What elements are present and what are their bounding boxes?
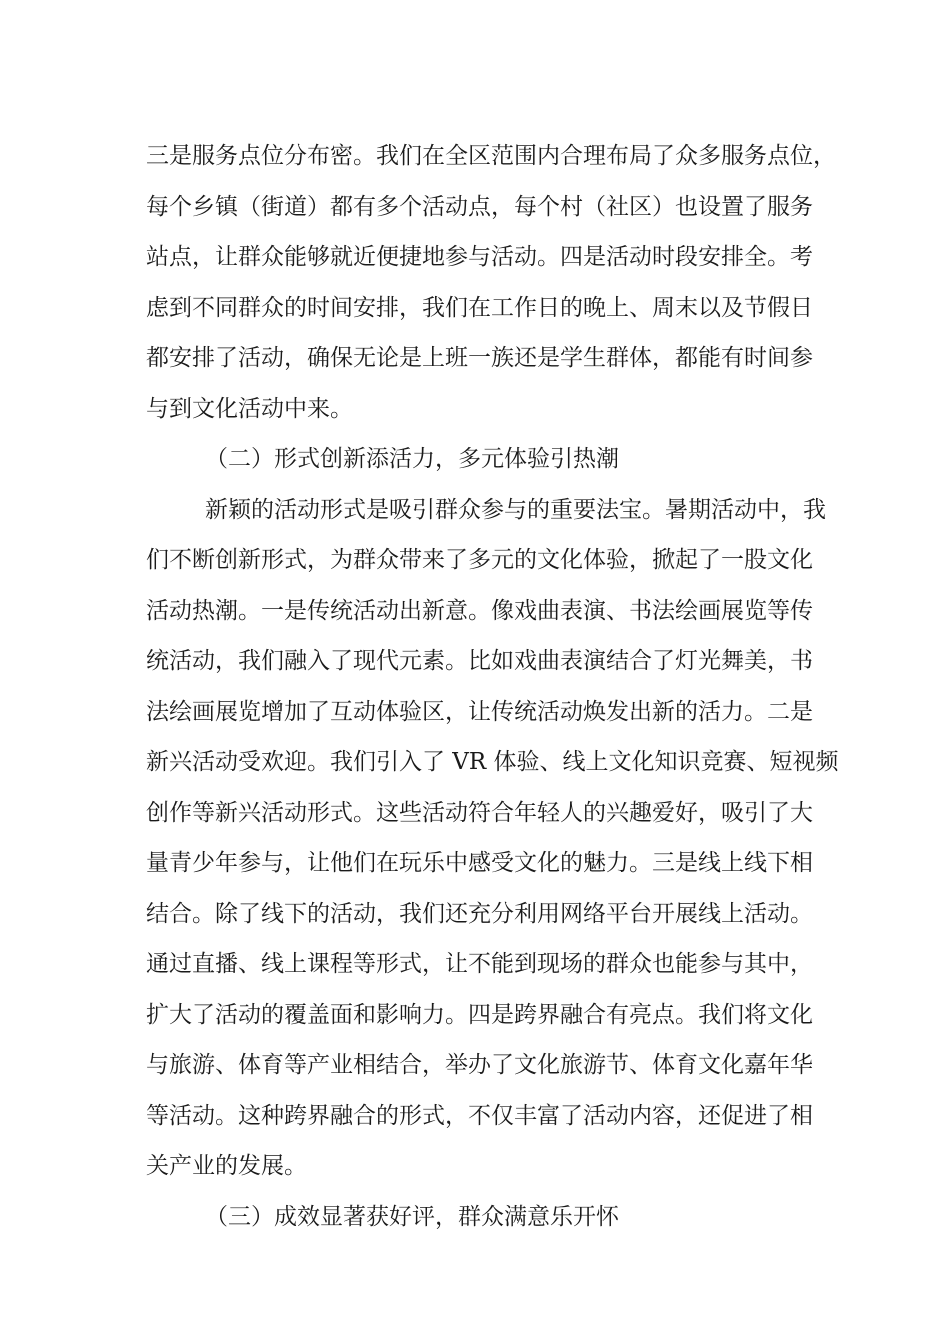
- text-line: 每个乡镇（街道）都有多个活动点，每个村（社区）也设置了服务: [146, 193, 813, 220]
- text-line: 站点，让群众能够就近便捷地参与活动。四是活动时段安排全。考: [146, 244, 813, 270]
- text-line: 新兴活动受欢迎。我们引入了 VR 体验、线上文化知识竞赛、短视频: [146, 749, 839, 775]
- section-heading-3: （三）成效显著获好评，群众满意乐开怀: [205, 1203, 619, 1230]
- text-line: 都安排了活动，确保无论是上班一族还是学生群体，都能有时间参: [146, 345, 813, 371]
- text-line: 关产业的发展。: [146, 1153, 307, 1179]
- text-line: 三是服务点位分布密。我们在全区范围内合理布局了众多服务点位，: [146, 143, 836, 169]
- text-line: 等活动。这种跨界融合的形式，不仅丰富了活动内容，还促进了相: [146, 1102, 813, 1129]
- text-line: 扩大了活动的覆盖面和影响力。四是跨界融合有亮点。我们将文化: [146, 1001, 813, 1028]
- text-line: 结合。除了线下的活动，我们还充分利用网络平台开展线上活动。: [146, 900, 813, 927]
- text-line: 活动热潮。一是传统活动出新意。像戏曲表演、书法绘画展览等传: [146, 597, 813, 624]
- section-heading-2: （二）形式创新添活力，多元体验引热潮: [205, 446, 619, 472]
- text-line: 虑到不同群众的时间安排，我们在工作日的晚上、周末以及节假日: [146, 294, 813, 321]
- document-body: [146, 131, 839, 1242]
- paragraph-service-points: [146, 131, 836, 434]
- paragraph-form-innovation: [146, 485, 839, 1192]
- text-line: 统活动，我们融入了现代元素。比如戏曲表演结合了灯光舞美，书: [146, 648, 813, 674]
- text-line: 与到文化活动中来。: [146, 395, 353, 422]
- text-line: 新颖的活动形式是吸引群众参与的重要法宝。暑期活动中，我: [205, 496, 826, 523]
- text-line: 与旅游、体育等产业相结合，举办了文化旅游节、体育文化嘉年华: [146, 1052, 813, 1078]
- text-line: 法绘画展览增加了互动体验区，让传统活动焕发出新的活力。二是: [146, 698, 813, 725]
- text-line: 们不断创新形式，为群众带来了多元的文化体验，掀起了一股文化: [146, 547, 813, 573]
- text-line: 通过直播、线上课程等形式，让不能到现场的群众也能参与其中，: [146, 951, 813, 977]
- text-line: 创作等新兴活动形式。这些活动符合年轻人的兴趣爱好，吸引了大: [146, 799, 813, 826]
- text-line: 量青少年参与，让他们在玩乐中感受文化的魅力。三是线上线下相: [146, 850, 813, 876]
